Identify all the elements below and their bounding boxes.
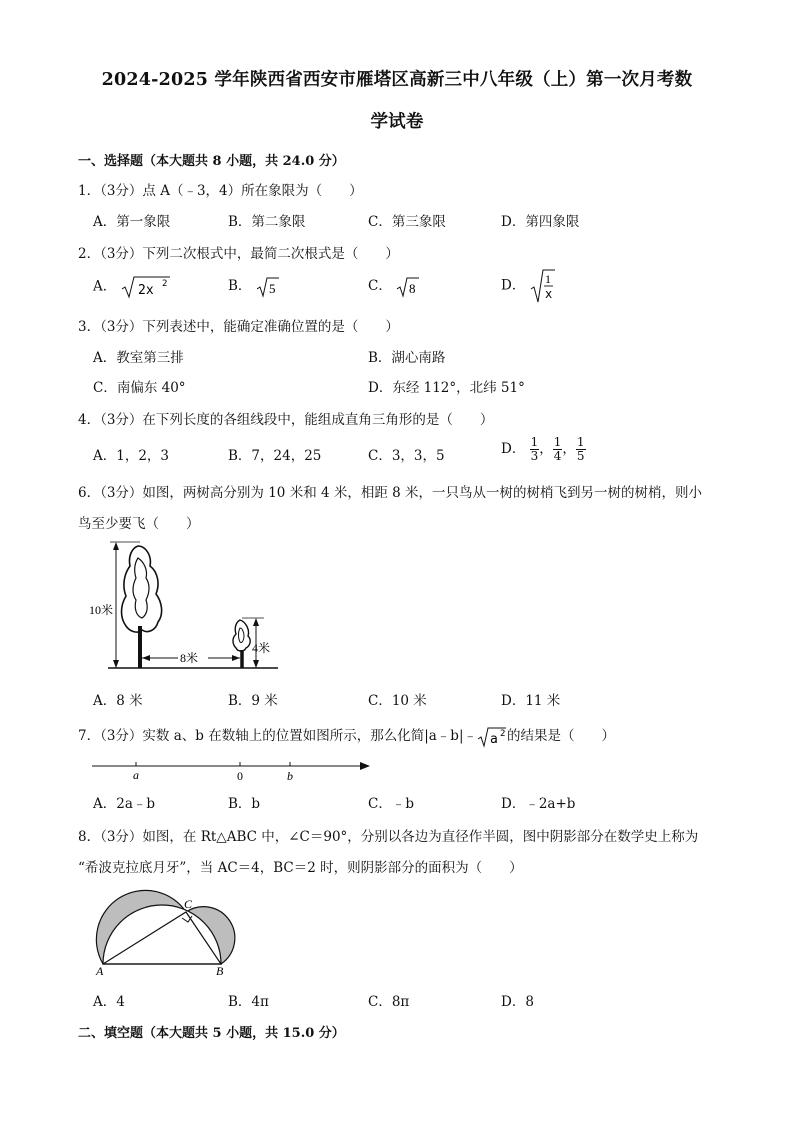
question-3-option-b: B．湖心南路 (368, 350, 446, 366)
question-4-option-b: B．7，24，25 (228, 448, 322, 464)
trees-figure (88, 536, 288, 676)
radicand: 5 (268, 280, 276, 296)
fraction-1-5 (576, 436, 586, 463)
question-4-option-a: A．1，2，3 (93, 448, 170, 464)
option-label: B． (228, 278, 252, 294)
option-label: A． (93, 278, 117, 295)
denominator: x (544, 287, 552, 301)
option-label: C． (368, 278, 392, 294)
question-4-stem: 4．（3分）在下列长度的各组线段中，能组成直角三角形的是（ ） (78, 412, 494, 428)
question-2-option-c (368, 274, 420, 299)
question-1-stem: 1．（3分）点 A（﹣3，4）所在象限为（ ） (78, 183, 363, 199)
question-8-option-a: A．4 (93, 994, 125, 1010)
denominator: 5 (576, 449, 585, 463)
question-7-option-a: A．2a﹣b (93, 796, 156, 812)
question-8-stem-line1: 8．（3分）如图，在 Rt△ABC 中，∠C＝90°，分别以各边为直径作半圆，图中阴影部分在数学史上称为 (78, 829, 699, 845)
radicand: 8 (409, 280, 416, 296)
numerator: 1 (576, 435, 585, 449)
question-8-option-c: C．8π (368, 994, 410, 1010)
question-7-option-d: D．﹣2a+b (501, 796, 576, 812)
vertex-label-b: B (216, 964, 224, 978)
question-7-stem (78, 724, 615, 749)
exponent: 2 (500, 728, 506, 739)
sqrt-a-squared (477, 725, 507, 749)
label-8m: 8米 (180, 651, 199, 665)
question-3-stem: 3．（3分）下列表述中，能确定准确位置的是（ ） (78, 319, 399, 335)
question-3-option-c: C．南偏东 40° (93, 380, 186, 396)
question-3-option-d: D．东经 112°，北纬 51° (368, 380, 525, 396)
exam-title-line1: 2024-2025 学年陕西省西安市雁塔区高新三中八年级（上）第一次月考数 (101, 70, 693, 90)
sqrt-5 (256, 275, 280, 299)
sqrt-2x-squared (121, 274, 171, 300)
question-3-option-a: A．教室第三排 (93, 350, 184, 366)
question-2-option-a (93, 274, 171, 300)
radicand: 2x (137, 283, 154, 298)
question-4-option-d: D． $\frac{1}{3}$ ， $\frac{1}{4}$ ， $\frac{1}{5}$ (501, 435, 585, 463)
question-8-stem-line2: “希波克拉底月牙”，当 AC＝4，BC＝2 时，则阴影部分的面积为（ ） (78, 860, 523, 876)
question-1-option-b: B．第二象限 (228, 214, 306, 230)
section-heading-choice: 一、选择题（本大题共 8 小题，共 24.0 分） (78, 154, 345, 169)
hippocrates-lune-figure (92, 878, 252, 978)
sqrt-8 (396, 275, 420, 299)
question-8-option-b: B．4π (228, 994, 269, 1010)
question-6-option-a: A．8 米 (93, 693, 143, 709)
option-label: D． (501, 277, 526, 294)
denominator: 4 (553, 449, 562, 463)
question-7-option-b: B．b (228, 796, 261, 812)
label-10m: 10米 (89, 603, 114, 617)
question-6-stem-line1: 6．（3分）如图，两树高分别为 10 米和 4 米，相距 8 米，一只鸟从一树的树梢飞到另一树的树梢，则小 (78, 485, 703, 501)
question-7-option-c: C．﹣b (368, 796, 414, 812)
question-1-option-c: C．第三象限 (368, 214, 446, 230)
axis-label-a: a (133, 768, 139, 782)
question-1-option-d: D．第四象限 (501, 214, 580, 230)
axis-label-0: 0 (237, 769, 243, 783)
denominator: 3 (530, 449, 539, 463)
exponent: 2 (161, 279, 167, 289)
number-line (90, 756, 374, 784)
label-4m: 4米 (252, 641, 271, 655)
exam-title-line2: 学试卷 (370, 112, 424, 132)
axis-label-b: b (287, 769, 293, 783)
question-2-option-d (501, 268, 556, 304)
question-1-option-a: A．第一象限 (93, 214, 171, 230)
question-6-stem-line2: 鸟至少要飞（ ） (78, 516, 200, 532)
fraction-1-4 (553, 436, 563, 463)
question-6-option-d: D．11 米 (501, 693, 561, 709)
fraction-1-3 (530, 436, 540, 463)
option-label: D． (501, 441, 526, 457)
question-7-stem-post: 的结果是（ ） (507, 728, 615, 744)
question-6-option-c: C．10 米 (368, 693, 427, 709)
section-heading-fill-in: 二、填空题（本大题共 5 小题，共 15.0 分） (78, 1026, 345, 1041)
numerator: 1 (553, 435, 562, 449)
numerator: 1 (530, 435, 539, 449)
question-6-option-b: B．9 米 (228, 693, 278, 709)
question-4-option-c: C．3，3，5 (368, 448, 445, 464)
vertex-label-a: A (96, 964, 104, 978)
question-8-option-d: D．8 (501, 994, 534, 1010)
question-2-stem: 2．（3分）下列二次根式中，最简二次根式是（ ） (78, 246, 399, 262)
vertex-label-c: C (184, 897, 193, 911)
question-2-option-b (228, 274, 280, 299)
sqrt-1-over-x (530, 268, 556, 304)
numerator: 1 (544, 272, 551, 286)
radicand: a (490, 731, 498, 747)
question-7-stem-pre: 7．（3分）实数 a、b 在数轴上的位置如图所示，那么化简|a﹣b|﹣ (78, 728, 477, 744)
